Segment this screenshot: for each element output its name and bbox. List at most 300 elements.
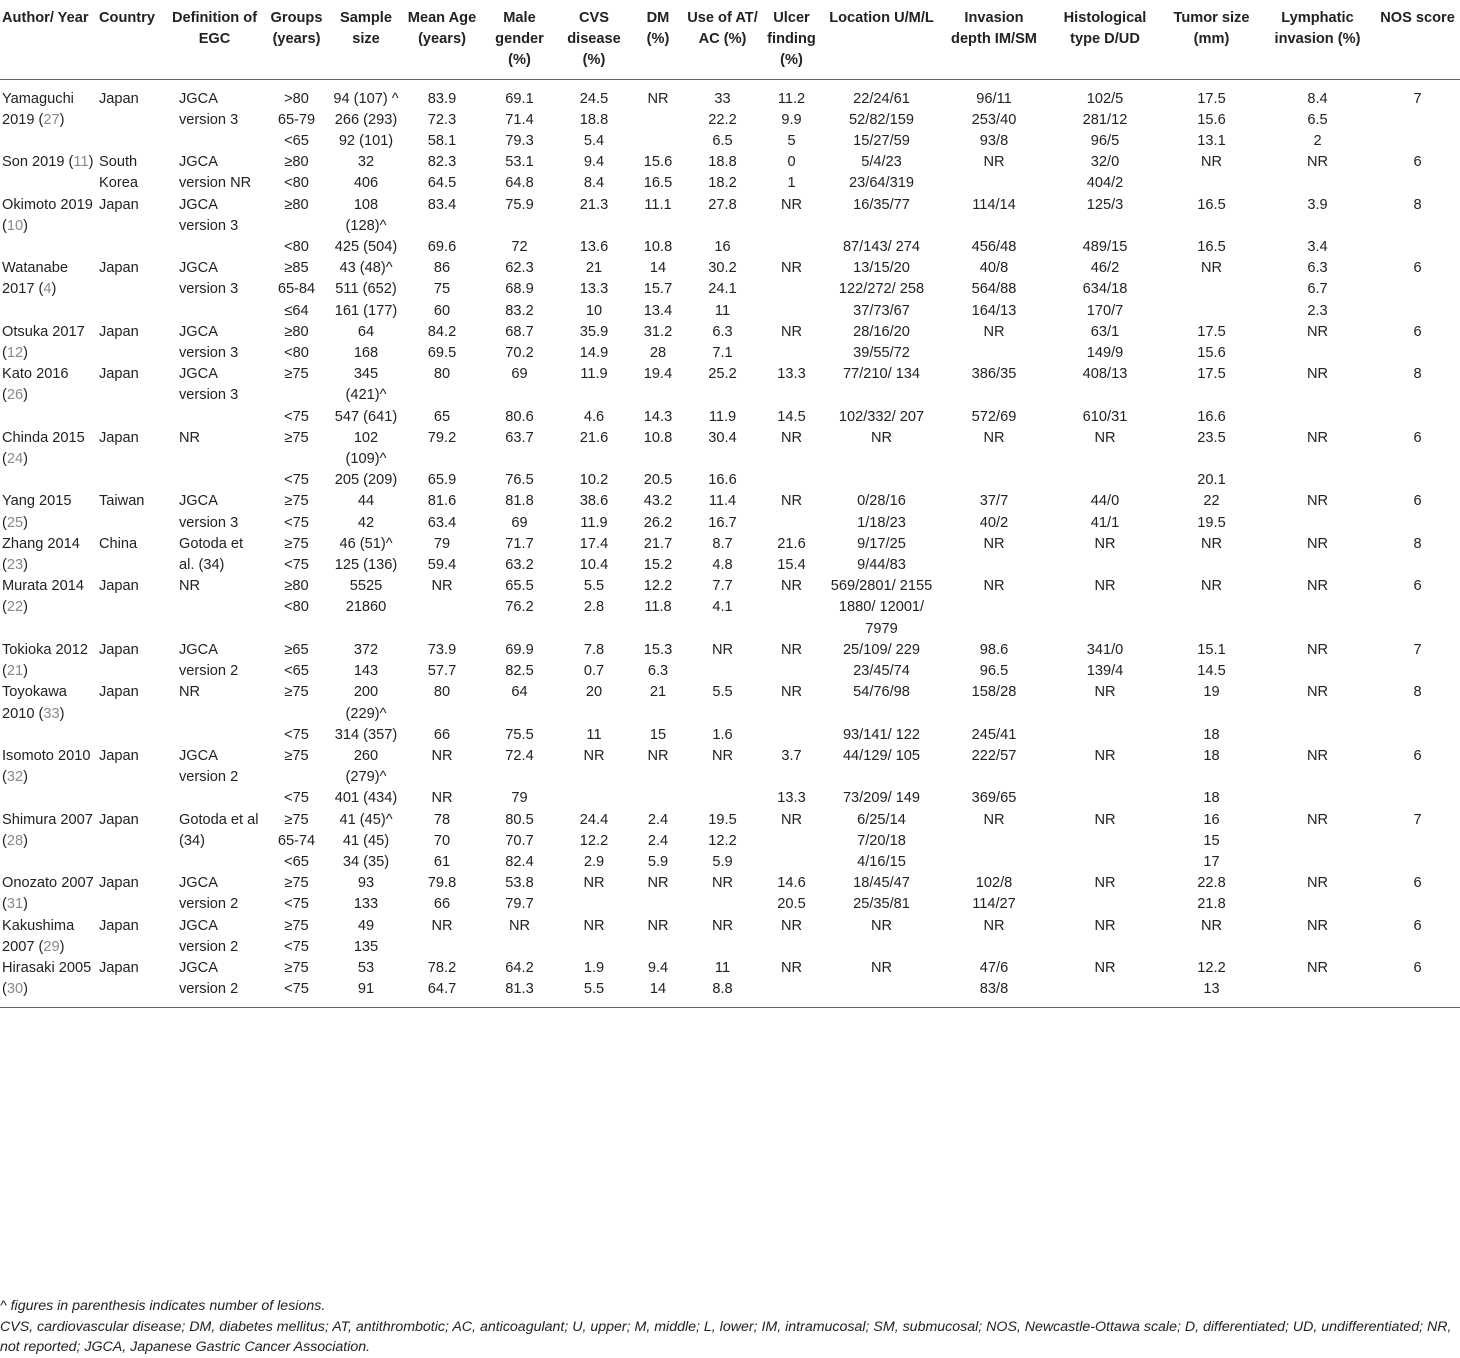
histology-cell: 341/0 bbox=[1086, 641, 1124, 658]
ulcer-cell: 14.5 bbox=[777, 408, 806, 425]
nos-score-cell: 6 bbox=[1413, 578, 1422, 595]
nos-score-cell: 7 bbox=[1413, 641, 1422, 658]
country-cell: Japan bbox=[99, 196, 139, 213]
author-year-cell: Chinda 2015 (24) bbox=[2, 429, 85, 468]
cvs-disease-cell: 1.9 bbox=[583, 959, 605, 976]
lymphatic-cell bbox=[1260, 852, 1375, 873]
group-cell: <80 bbox=[284, 345, 309, 362]
tumor-size-cell bbox=[1163, 173, 1260, 194]
invasion-cell bbox=[941, 343, 1047, 364]
table-row bbox=[0, 152, 1460, 173]
definition-cell: NR bbox=[179, 429, 201, 446]
sample-size-cell: 168 bbox=[353, 345, 379, 362]
author-year-text: Onozato 2007 bbox=[2, 875, 94, 892]
male-gender-cell: 80.6 bbox=[505, 408, 534, 425]
at-ac-cell: NR bbox=[711, 641, 734, 658]
table-row bbox=[0, 873, 1460, 894]
histology-cell bbox=[1047, 788, 1163, 809]
dm-cell: 15.2 bbox=[643, 557, 673, 574]
at-ac-cell: 4.1 bbox=[712, 599, 733, 616]
author-year-text: Murata 2014 bbox=[2, 578, 84, 595]
tumor-size-cell: 19.5 bbox=[1197, 514, 1226, 531]
tumor-size-cell bbox=[1163, 301, 1260, 322]
tumor-size-cell: 22 bbox=[1203, 493, 1220, 510]
author-year-cell: Zhang 2014 (23) bbox=[2, 535, 80, 574]
dm-cell bbox=[632, 131, 684, 152]
sample-size-cell: 43 (48)^ bbox=[339, 260, 393, 277]
at-ac-cell: 11.9 bbox=[708, 408, 737, 425]
at-ac-cell: 8.8 bbox=[712, 981, 733, 998]
ulcer-cell: NR bbox=[780, 684, 803, 701]
cvs-disease-cell: 10.2 bbox=[579, 472, 609, 489]
lymphatic-cell bbox=[1260, 831, 1375, 852]
author-year-cell: Shimura 2007 (28) bbox=[2, 811, 93, 849]
reference-number: 25 bbox=[6, 514, 24, 531]
tumor-size-cell: 16.6 bbox=[1197, 408, 1226, 425]
tumor-size-cell: 17.5 bbox=[1197, 323, 1226, 340]
reference-number: 11 bbox=[73, 154, 89, 171]
location-cell: 93/141/ 122 bbox=[842, 726, 921, 743]
definition-cell: NR bbox=[179, 684, 201, 701]
group-cell: <75 bbox=[284, 896, 309, 913]
header-at-ac: Use of AT/ AC (%) bbox=[684, 0, 761, 79]
invasion-cell: NR bbox=[983, 917, 1005, 934]
at-ac-cell bbox=[684, 894, 761, 915]
ulcer-cell: 3.7 bbox=[781, 747, 802, 764]
location-cell: 23/64/319 bbox=[849, 175, 914, 192]
lymphatic-cell: NR bbox=[1306, 811, 1329, 828]
ulcer-cell: NR bbox=[780, 959, 803, 976]
mean-age-cell: 80 bbox=[433, 684, 451, 701]
group-cell: ≥75 bbox=[284, 875, 309, 892]
sample-size-cell: 41 (45)^ bbox=[339, 811, 393, 828]
lymphatic-cell: NR bbox=[1306, 641, 1329, 658]
group-cell: <75 bbox=[284, 938, 309, 955]
location-cell: 37/73/67 bbox=[853, 302, 910, 319]
ulcer-cell bbox=[761, 979, 822, 1008]
mean-age-cell: 70 bbox=[433, 832, 451, 849]
location-cell: 13/15/20 bbox=[853, 260, 910, 277]
at-ac-cell: 27.8 bbox=[708, 196, 737, 213]
author-year-cell: Isomoto 2010 (32) bbox=[2, 747, 91, 786]
author-year-text: Zhang 2014 bbox=[2, 535, 80, 552]
lymphatic-cell: NR bbox=[1306, 684, 1329, 701]
invasion-cell: 47/6 bbox=[979, 959, 1009, 976]
cvs-disease-cell: NR bbox=[583, 917, 605, 934]
nos-score-cell: 6 bbox=[1413, 875, 1422, 892]
at-ac-cell: 11 bbox=[714, 959, 731, 976]
cvs-disease-cell: 17.4 bbox=[579, 535, 609, 552]
histology-cell: 408/13 bbox=[1082, 366, 1128, 383]
histology-cell: 634/18 bbox=[1082, 281, 1128, 298]
invasion-cell: 564/88 bbox=[971, 281, 1017, 298]
group-cell: ≥75 bbox=[284, 811, 309, 828]
location-cell: 122/272/ 258 bbox=[838, 281, 925, 298]
definition-cell: JGCA version NR bbox=[179, 154, 252, 192]
at-ac-cell: 6.3 bbox=[712, 323, 733, 340]
male-gender-cell: 76.5 bbox=[505, 472, 534, 489]
lymphatic-cell: NR bbox=[1306, 154, 1329, 171]
table-row bbox=[0, 428, 1460, 470]
invasion-cell: 98.6 bbox=[979, 641, 1009, 658]
dm-cell: 43.2 bbox=[643, 493, 673, 510]
lymphatic-cell bbox=[1260, 894, 1375, 915]
definition-cell: JGCA version 3 bbox=[179, 493, 239, 531]
sample-size-cell: 64 bbox=[357, 323, 375, 340]
ulcer-cell bbox=[761, 852, 822, 873]
footnote-abbreviations: CVS, cardiovascular disease; DM, diabetes mellitus; AT, antithrombotic; AC, anticoagulant; U, upper; M, middle; L, lower; IM, intramucosal; SM, submucosal; NOS, Newcastle-Ottawa scale; D, differentiated; UD, undifferentiated; NR, not reported; JGCA, Japanese Gastric Cancer Association. bbox=[0, 1318, 1452, 1356]
histology-cell: NR bbox=[1094, 429, 1116, 446]
male-gender-cell: 64 bbox=[511, 684, 528, 701]
invasion-cell: 222/57 bbox=[971, 747, 1017, 764]
nos-score-cell: 6 bbox=[1413, 747, 1422, 764]
header-lymphatic: Lymphatic invasion (%) bbox=[1260, 0, 1375, 79]
lymphatic-cell bbox=[1260, 173, 1375, 194]
dm-cell: 2.4 bbox=[647, 832, 669, 849]
author-year-cell: Kato 2016 (26) bbox=[2, 366, 69, 404]
histology-cell: NR bbox=[1094, 535, 1116, 552]
tumor-size-cell: 15.6 bbox=[1197, 345, 1226, 362]
tumor-size-cell: 20.1 bbox=[1197, 472, 1226, 489]
male-gender-cell: NR bbox=[508, 917, 531, 934]
histology-cell: NR bbox=[1094, 917, 1116, 934]
at-ac-cell: NR bbox=[711, 917, 734, 934]
male-gender-cell: 83.2 bbox=[505, 302, 534, 319]
ulcer-cell bbox=[761, 237, 822, 258]
dm-cell: 10.8 bbox=[643, 429, 673, 446]
invasion-cell: 37/7 bbox=[979, 493, 1009, 510]
location-cell: 44/129/ 105 bbox=[842, 747, 921, 764]
cvs-disease-cell: 12.2 bbox=[579, 832, 609, 849]
ulcer-cell bbox=[761, 661, 822, 682]
author-year-cell: Otsuka 2017 (12) bbox=[2, 323, 85, 362]
definition-cell: Gotoda et al (34) bbox=[179, 811, 259, 849]
location-cell: 1880/ 12001/ 7979 bbox=[838, 599, 925, 637]
tumor-size-cell: 18 bbox=[1203, 726, 1220, 743]
tumor-size-cell: 15 bbox=[1203, 832, 1220, 849]
group-cell: ≥75 bbox=[284, 429, 309, 446]
invasion-cell: NR bbox=[983, 811, 1005, 828]
tumor-size-cell: NR bbox=[1200, 260, 1223, 277]
at-ac-cell: 7.1 bbox=[712, 345, 733, 362]
sample-size-cell: 425 (504) bbox=[334, 239, 398, 256]
invasion-cell: 102/8 bbox=[975, 875, 1013, 892]
location-cell: 28/16/20 bbox=[853, 323, 910, 340]
invasion-cell: 386/35 bbox=[971, 366, 1017, 383]
sample-size-cell: 135 bbox=[353, 938, 379, 955]
country-cell: Japan bbox=[99, 90, 139, 107]
group-cell: ≥80 bbox=[284, 578, 309, 595]
header-groups: Groups (years) bbox=[262, 0, 331, 79]
tumor-size-cell: NR bbox=[1200, 578, 1223, 595]
group-cell: <80 bbox=[284, 599, 309, 616]
tumor-size-cell: 23.5 bbox=[1197, 429, 1226, 446]
ulcer-cell bbox=[761, 343, 822, 364]
male-gender-cell: 68.9 bbox=[505, 281, 534, 298]
histology-cell: 63/1 bbox=[1090, 323, 1120, 340]
author-year-text: Toyokawa 2010 bbox=[2, 684, 67, 722]
mean-age-cell: 72.3 bbox=[427, 111, 457, 128]
author-year-text: Chinda 2015 bbox=[2, 429, 85, 446]
dm-cell: NR bbox=[647, 917, 669, 934]
ulcer-cell: NR bbox=[780, 811, 803, 828]
group-cell: <65 bbox=[284, 853, 309, 870]
cvs-disease-cell: 5.5 bbox=[583, 578, 605, 595]
nos-score-cell: 6 bbox=[1413, 154, 1422, 171]
dm-cell: 14 bbox=[649, 260, 667, 277]
country-cell: Japan bbox=[99, 323, 139, 340]
location-cell: 87/143/ 274 bbox=[842, 239, 921, 256]
invasion-cell bbox=[941, 555, 1047, 576]
mean-age-cell: 69.5 bbox=[427, 345, 457, 362]
at-ac-cell: 33 bbox=[714, 90, 731, 107]
histology-cell: NR bbox=[1094, 684, 1116, 701]
histology-cell: NR bbox=[1094, 875, 1116, 892]
author-year-cell: Onozato 2007 (31) bbox=[2, 875, 94, 913]
lymphatic-cell bbox=[1260, 343, 1375, 364]
sample-size-cell: 547 (641) bbox=[334, 408, 398, 425]
dm-cell: 21 bbox=[649, 684, 667, 701]
nos-score-cell: 6 bbox=[1413, 917, 1422, 934]
mean-age-cell bbox=[401, 597, 483, 639]
author-year-text: Otsuka 2017 bbox=[2, 323, 85, 340]
table-row bbox=[0, 682, 1460, 724]
group-cell: <75 bbox=[284, 557, 309, 574]
definition-cell: JGCA version 3 bbox=[179, 196, 239, 234]
reference-number: 32 bbox=[6, 769, 24, 786]
invasion-cell: 114/14 bbox=[972, 196, 1016, 213]
mean-age-cell: 83.4 bbox=[427, 196, 457, 213]
tumor-size-cell: 16 bbox=[1203, 811, 1220, 828]
table-row bbox=[0, 810, 1460, 831]
invasion-cell: NR bbox=[983, 578, 1005, 595]
cvs-disease-cell: 11 bbox=[586, 726, 602, 743]
sample-size-cell: 161 (177) bbox=[334, 302, 398, 319]
location-cell: 22/24/61 bbox=[853, 90, 910, 107]
invasion-cell bbox=[941, 831, 1047, 852]
ulcer-cell: NR bbox=[780, 641, 803, 658]
dm-cell: 15.3 bbox=[643, 641, 673, 658]
location-cell: 16/35/77 bbox=[853, 196, 910, 213]
sample-size-cell: 266 (293) bbox=[334, 111, 398, 128]
dm-cell: 13.4 bbox=[643, 302, 673, 319]
cvs-disease-cell bbox=[556, 937, 632, 958]
location-cell: 52/82/159 bbox=[849, 111, 914, 128]
male-gender-cell: 64.8 bbox=[505, 175, 534, 192]
cvs-disease-cell bbox=[556, 788, 632, 809]
male-gender-cell: 81.3 bbox=[505, 981, 534, 998]
dm-cell: NR bbox=[647, 90, 669, 107]
mean-age-cell: 59.4 bbox=[427, 557, 457, 574]
nos-score-cell: 8 bbox=[1413, 535, 1422, 552]
cvs-disease-cell: 21.3 bbox=[579, 196, 609, 213]
invasion-cell: 40/8 bbox=[979, 260, 1009, 277]
lymphatic-cell: 6.7 bbox=[1307, 281, 1328, 298]
lymphatic-cell: NR bbox=[1306, 429, 1329, 446]
invasion-cell: 456/48 bbox=[971, 239, 1017, 256]
group-cell: ≥85 bbox=[284, 260, 309, 277]
location-cell: 0/28/16 bbox=[857, 493, 906, 510]
author-year-cell: Son 2019 (11) bbox=[2, 154, 94, 171]
histology-cell bbox=[1047, 831, 1163, 852]
invasion-cell: 369/65 bbox=[971, 790, 1017, 807]
at-ac-cell: 16 bbox=[714, 239, 731, 256]
reference-number: 33 bbox=[43, 705, 60, 722]
histology-cell: 281/12 bbox=[1082, 111, 1128, 128]
invasion-cell: NR bbox=[983, 429, 1005, 446]
ulcer-cell: 1 bbox=[787, 175, 796, 192]
location-cell bbox=[822, 937, 941, 958]
mean-age-cell: 79 bbox=[433, 535, 451, 552]
table-body bbox=[0, 79, 1460, 1008]
at-ac-cell: 19.5 bbox=[708, 811, 737, 828]
location-cell: 18/45/47 bbox=[853, 875, 910, 892]
at-ac-cell bbox=[684, 788, 761, 809]
male-gender-cell: 76.2 bbox=[505, 599, 534, 616]
location-cell: 25/109/ 229 bbox=[842, 641, 921, 658]
mean-age-cell: 63.4 bbox=[427, 514, 457, 531]
location-cell: 54/76/98 bbox=[853, 684, 910, 701]
ulcer-cell bbox=[761, 513, 822, 534]
cvs-disease-cell: 21 bbox=[585, 260, 603, 277]
at-ac-cell: 30.2 bbox=[708, 260, 737, 277]
cvs-disease-cell: 13.6 bbox=[579, 239, 609, 256]
histology-cell: NR bbox=[1094, 578, 1116, 595]
tumor-size-cell: 14.5 bbox=[1197, 663, 1226, 680]
invasion-cell: 572/69 bbox=[971, 408, 1017, 425]
header-location: Location U/M/L bbox=[822, 0, 941, 79]
location-cell: NR bbox=[870, 959, 893, 976]
male-gender-cell: 68.7 bbox=[505, 323, 534, 340]
tumor-size-cell: 17.5 bbox=[1197, 90, 1226, 107]
table-row bbox=[0, 364, 1460, 406]
invasion-cell: 83/8 bbox=[979, 981, 1009, 998]
cvs-disease-cell: 10 bbox=[585, 302, 603, 319]
definition-cell: JGCA version 2 bbox=[179, 959, 239, 998]
male-gender-cell: 63.7 bbox=[505, 429, 534, 446]
tumor-size-cell bbox=[1163, 597, 1260, 639]
invasion-cell: 96/11 bbox=[976, 90, 1012, 107]
header-sample-size: Sample size bbox=[331, 0, 401, 79]
invasion-cell: 245/41 bbox=[971, 726, 1017, 743]
group-cell: ≥80 bbox=[284, 196, 309, 213]
cvs-disease-cell: 21.6 bbox=[579, 429, 609, 446]
mean-age-cell: 65 bbox=[433, 408, 451, 425]
cvs-disease-cell: 11.9 bbox=[580, 366, 608, 383]
location-cell: NR bbox=[870, 917, 893, 934]
table-row bbox=[0, 916, 1460, 937]
author-year-cell: Yang 2015 (25) bbox=[2, 493, 72, 531]
tumor-size-cell: 18 bbox=[1203, 747, 1220, 764]
group-cell: <75 bbox=[284, 726, 309, 743]
mean-age-cell: 79.8 bbox=[427, 875, 457, 892]
dm-cell: 5.9 bbox=[647, 853, 669, 870]
header-cvs-disease: CVS disease (%) bbox=[556, 0, 632, 79]
cvs-disease-cell: 9.4 bbox=[583, 154, 605, 171]
mean-age-cell: 60 bbox=[433, 302, 451, 319]
ulcer-cell bbox=[761, 470, 822, 491]
invasion-cell: 158/28 bbox=[971, 684, 1017, 701]
sample-size-cell: 125 (136) bbox=[334, 557, 398, 574]
histology-cell: 32/0 bbox=[1090, 154, 1120, 171]
author-year-text: Kakushima 2007 bbox=[2, 917, 75, 955]
location-cell bbox=[822, 979, 941, 1008]
mean-age-cell: 57.7 bbox=[427, 663, 457, 680]
author-year-cell: Murata 2014 (22) bbox=[2, 578, 84, 616]
country-cell: Japan bbox=[99, 578, 139, 595]
header-row bbox=[0, 0, 1460, 79]
reference-number: 26 bbox=[6, 387, 24, 404]
country-cell: Japan bbox=[99, 641, 139, 658]
ulcer-cell: NR bbox=[780, 429, 803, 446]
dm-cell bbox=[632, 110, 684, 131]
mean-age-cell: 83.9 bbox=[427, 90, 457, 107]
invasion-cell bbox=[941, 173, 1047, 194]
cvs-disease-cell: 5.4 bbox=[583, 133, 605, 150]
ulcer-cell: NR bbox=[780, 260, 803, 277]
histology-cell bbox=[1047, 555, 1163, 576]
mean-age-cell: NR bbox=[431, 790, 453, 807]
location-cell: 39/55/72 bbox=[853, 345, 910, 362]
lymphatic-cell: NR bbox=[1306, 535, 1329, 552]
lymphatic-cell bbox=[1260, 597, 1375, 639]
group-cell: ≤64 bbox=[284, 302, 309, 319]
lymphatic-cell bbox=[1260, 937, 1375, 958]
group-cell: ≥80 bbox=[284, 323, 309, 340]
author-year-text: Son 2019 bbox=[2, 154, 65, 171]
lymphatic-cell: NR bbox=[1306, 959, 1329, 976]
at-ac-cell: 1.6 bbox=[712, 726, 733, 743]
mean-age-cell: 84.2 bbox=[427, 323, 457, 340]
sample-size-cell: 92 (101) bbox=[338, 133, 394, 150]
sample-size-cell: 93 bbox=[357, 875, 375, 892]
header-invasion: Invasion depth IM/SM bbox=[941, 0, 1047, 79]
mean-age-cell: 58.1 bbox=[427, 133, 457, 150]
invasion-cell bbox=[941, 470, 1047, 491]
ulcer-cell: 13.3 bbox=[777, 366, 806, 383]
at-ac-cell: 16.7 bbox=[708, 514, 737, 531]
group-cell: >80 bbox=[284, 90, 309, 107]
histology-cell: NR bbox=[1094, 747, 1116, 764]
at-ac-cell: 30.4 bbox=[708, 429, 737, 446]
sample-size-cell: 345 (421)^ bbox=[345, 366, 387, 404]
ulcer-cell: 14.6 bbox=[777, 875, 806, 892]
mean-age-cell: NR bbox=[431, 917, 453, 934]
dm-cell: 15.6 bbox=[643, 154, 673, 171]
header-mean-age: Mean Age (years) bbox=[401, 0, 483, 79]
invasion-cell: NR bbox=[983, 323, 1005, 340]
invasion-cell: 40/2 bbox=[979, 514, 1009, 531]
mean-age-cell: 69.6 bbox=[427, 239, 457, 256]
reference-number: 24 bbox=[6, 451, 24, 468]
table-row bbox=[0, 195, 1460, 237]
dm-cell: 12.2 bbox=[643, 578, 673, 595]
male-gender-cell: 72.4 bbox=[505, 747, 534, 764]
mean-age-cell: 78 bbox=[433, 811, 451, 828]
cvs-disease-cell: 18.8 bbox=[579, 111, 609, 128]
sample-size-cell: 41 (45) bbox=[342, 832, 390, 849]
male-gender-cell: 70.7 bbox=[505, 832, 534, 849]
ulcer-cell bbox=[761, 725, 822, 746]
group-cell: <80 bbox=[284, 239, 309, 256]
sample-size-cell: 49 bbox=[357, 917, 375, 934]
country-cell: Japan bbox=[99, 917, 139, 934]
at-ac-cell: 24.1 bbox=[708, 281, 737, 298]
reference-number: 30 bbox=[6, 981, 24, 998]
at-ac-cell: 25.2 bbox=[708, 366, 737, 383]
dm-cell bbox=[632, 937, 684, 958]
group-cell: <75 bbox=[284, 514, 309, 531]
